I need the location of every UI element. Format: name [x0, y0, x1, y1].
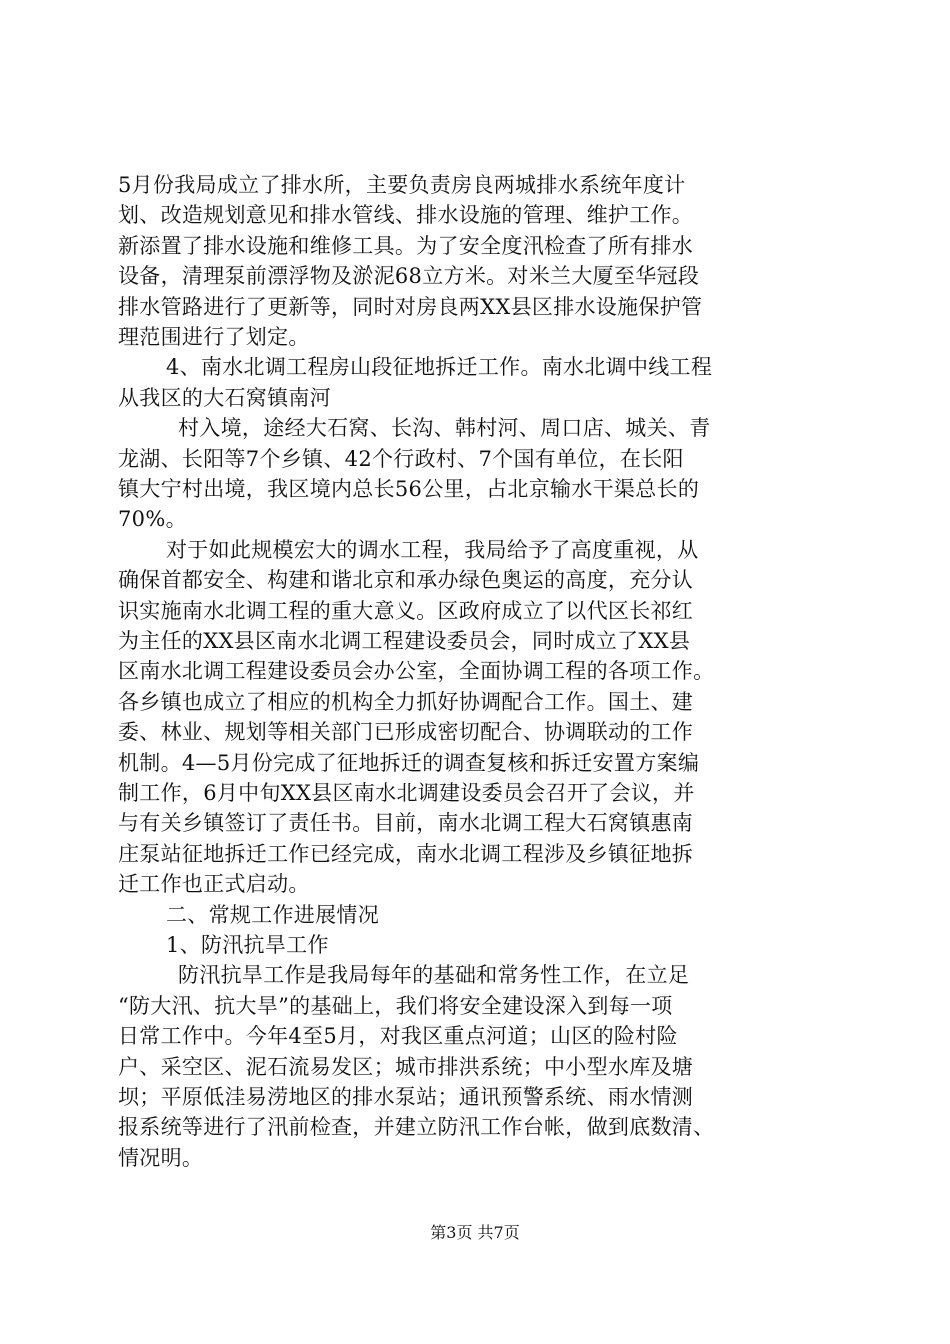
- body-text-line: 制工作，6月中旬XX县区南水北调建设委员会召开了会议，并: [118, 781, 695, 805]
- body-text-line: 确保首都安全、构建和谐北京和承办绿色奥运的高度，充分认: [118, 568, 694, 593]
- body-text-line: 4、南水北调工程房山段征地拆迁工作。南水北调中线工程: [166, 355, 713, 380]
- body-text-line: 委、林业、规划等相关部门已形成密切配合、协调联动的工作: [118, 720, 694, 745]
- page-number-footer: 第3页 共7页: [430, 1223, 520, 1242]
- body-text-line: 从我区的大石窝镇南河: [118, 385, 331, 410]
- section-heading: 二、常规工作进展情况: [166, 902, 379, 927]
- body-text-line: 70%。: [118, 507, 187, 532]
- body-text-line: 户、采空区、泥石流易发区；城市排洪系统；中小型水库及塘: [118, 1054, 694, 1079]
- body-text-line: 镇大宁村出境，我区境内总长56公里，占北京输水干渠总长的: [118, 477, 700, 501]
- body-text-line: 排水管路进行了更新等，同时对房良两XX县区排水设施保护管: [118, 294, 703, 319]
- body-text-line: 龙湖、长阳等7个乡镇、42个行政村、7个国有单位，在长阳: [118, 446, 684, 471]
- body-text-line: 新添置了排水设施和维修工具。为了安全度汛检查了所有排水: [118, 233, 694, 258]
- body-text-line: 理范围进行了划定。: [118, 325, 310, 349]
- body-text-line: 庄泵站征地拆迁工作已经完成，南水北调工程涉及乡镇征地拆: [118, 841, 694, 866]
- body-text-line: 防汛抗旱工作是我局每年的基础和常务性工作，在立足: [178, 963, 690, 988]
- body-text-line: 报系统等进行了汛前检查，并建立防汛工作台帐，做到底数清、: [118, 1115, 715, 1140]
- body-text-line: 机制。4—5月份完成了征地拆迁的调查复核和拆迁安置方案编: [118, 750, 700, 775]
- body-text-line: 与有关乡镇签订了责任书。目前，南水北调工程大石窝镇惠南: [118, 811, 694, 836]
- body-text-line: “防大汛、抗大旱”的基础上，我们将安全建设深入到每一项: [118, 993, 673, 1018]
- body-text-line: 设备，清理泵前漂浮物及淤泥68立方米。对米兰大厦至华冠段: [118, 264, 700, 289]
- body-text-line: 日常工作中。今年4至5月，对我区重点河道；山区的险村险: [118, 1024, 678, 1049]
- body-text-line: 情况明。: [118, 1145, 204, 1170]
- body-text-line: 各乡镇也成立了相应的机构全力抓好协调配合工作。国土、建: [118, 689, 694, 714]
- body-text-line: 划、改造规划意见和排水管线、排水设施的管理、维护工作。: [118, 203, 694, 228]
- body-text-line: 对于如此规模宏大的调水工程，我局给予了高度重视，从: [166, 537, 699, 562]
- body-text-line: 5月份我局成立了排水所，主要负责房良两城排水系统年度计: [118, 173, 686, 197]
- body-text-line: 为主任的XX县区南水北调工程建设委员会，同时成立了XX县: [118, 629, 691, 653]
- body-text-line: 迁工作也正式启动。: [118, 872, 310, 897]
- body-text-line: 区南水北调工程建设委员会办公室，全面协调工程的各项工作。: [118, 659, 715, 684]
- subsection-heading: 1、防汛抗旱工作: [166, 933, 329, 957]
- body-text-line: 坝；平原低洼易涝地区的排水泵站；通讯预警系统、雨水情测: [118, 1085, 694, 1109]
- body-text-line: 村入境，途经大石窝、长沟、韩村河、周口店、城关、青: [178, 416, 711, 441]
- body-text-line: 识实施南水北调工程的重大意义。区政府成立了以代区长祁红: [118, 598, 694, 623]
